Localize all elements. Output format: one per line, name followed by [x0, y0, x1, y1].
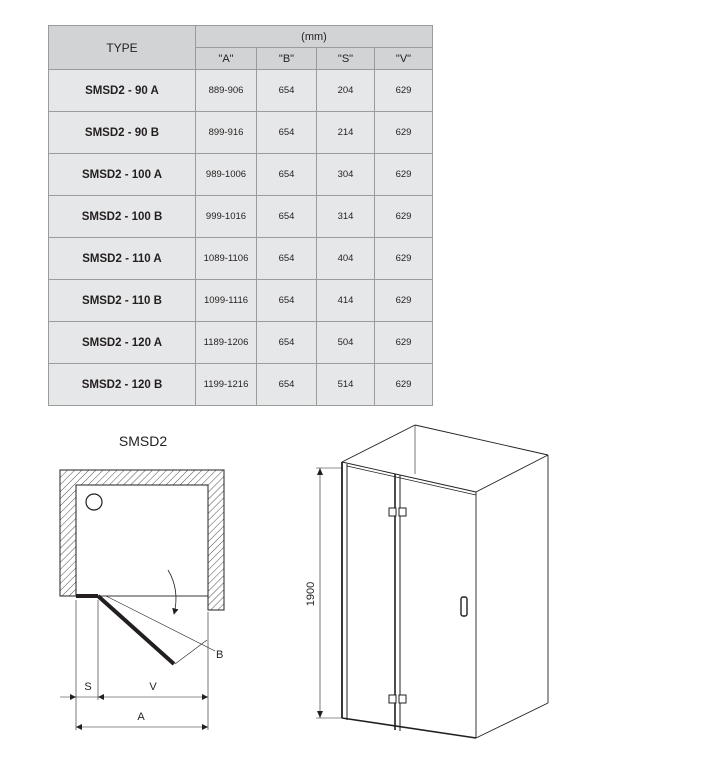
value-s: 404 [317, 238, 375, 280]
dimension-arrow [98, 694, 104, 700]
value-b: 654 [257, 280, 317, 322]
value-s: 214 [317, 112, 375, 154]
dimension-line-b [106, 596, 215, 651]
height-label: 1900 [305, 581, 317, 607]
value-b: 654 [257, 112, 317, 154]
unit-header: (mm) [196, 26, 433, 48]
dimension-arrow [202, 724, 208, 730]
value-v: 629 [375, 280, 433, 322]
bottom-profile [342, 718, 476, 738]
back-wall-line [342, 425, 415, 462]
type-cell: SMSD2 - 120 B [49, 364, 196, 406]
plan-view [60, 433, 224, 730]
value-s: 414 [317, 280, 375, 322]
drain-icon [86, 494, 102, 510]
type-cell: SMSD2 - 90 A [49, 70, 196, 112]
label-a: A [137, 711, 145, 723]
plan-title: SMSD2 [118, 433, 168, 449]
value-a: 989-1006 [196, 154, 257, 196]
hinge-icon [389, 508, 396, 516]
type-cell: SMSD2 - 90 B [49, 112, 196, 154]
hinge-icon [399, 508, 406, 516]
label-v: V [149, 681, 157, 693]
open-door-panel [98, 596, 174, 664]
value-a: 1099-1116 [196, 280, 257, 322]
hinge-icon [399, 695, 406, 703]
value-b: 654 [257, 154, 317, 196]
value-a: 1199-1216 [196, 364, 257, 406]
value-a: 899-916 [196, 112, 257, 154]
value-b: 654 [257, 196, 317, 238]
type-header: TYPE [49, 26, 196, 70]
value-b: 654 [257, 322, 317, 364]
value-v: 629 [375, 196, 433, 238]
type-cell: SMSD2 - 110 A [49, 238, 196, 280]
value-v: 629 [375, 112, 433, 154]
dimension-arrow [76, 724, 82, 730]
label-s: S [84, 681, 92, 693]
value-s: 514 [317, 364, 375, 406]
value-v: 629 [375, 70, 433, 112]
value-v: 629 [375, 238, 433, 280]
top-profile [347, 466, 476, 495]
value-b: 654 [257, 238, 317, 280]
column-header-b: "B" [257, 48, 317, 70]
swing-arrow [168, 570, 176, 614]
top-edge-line [342, 462, 476, 492]
dimension-arrow [70, 694, 76, 700]
value-s: 204 [317, 70, 375, 112]
dimension-arrow [317, 711, 323, 718]
value-v: 629 [375, 364, 433, 406]
wall-hatch [60, 470, 224, 610]
value-v: 629 [375, 322, 433, 364]
value-s: 504 [317, 322, 375, 364]
column-header-a: "A" [196, 48, 257, 70]
door-handle-icon [461, 597, 467, 616]
type-cell: SMSD2 - 120 A [49, 322, 196, 364]
hinge-icon [389, 695, 396, 703]
value-a: 889-906 [196, 70, 257, 112]
value-v: 629 [375, 154, 433, 196]
floor-line [476, 703, 548, 738]
dimension-arrow [317, 468, 323, 475]
value-a: 1089-1106 [196, 238, 257, 280]
column-header-s: "S" [317, 48, 375, 70]
back-wall-line [415, 425, 548, 455]
type-cell: SMSD2 - 100 B [49, 196, 196, 238]
value-b: 654 [257, 70, 317, 112]
column-header-v: "V" [375, 48, 433, 70]
type-cell: SMSD2 - 100 A [49, 154, 196, 196]
top-edge-line [476, 455, 548, 492]
dimension-arrow [202, 694, 208, 700]
type-cell: SMSD2 - 110 B [49, 280, 196, 322]
value-b: 654 [257, 364, 317, 406]
label-b: B [216, 649, 224, 661]
value-s: 304 [317, 154, 375, 196]
value-a: 1189-1206 [196, 322, 257, 364]
value-a: 999-1016 [196, 196, 257, 238]
elevation-view [316, 425, 548, 738]
value-s: 314 [317, 196, 375, 238]
dimension-line-b [175, 640, 207, 664]
